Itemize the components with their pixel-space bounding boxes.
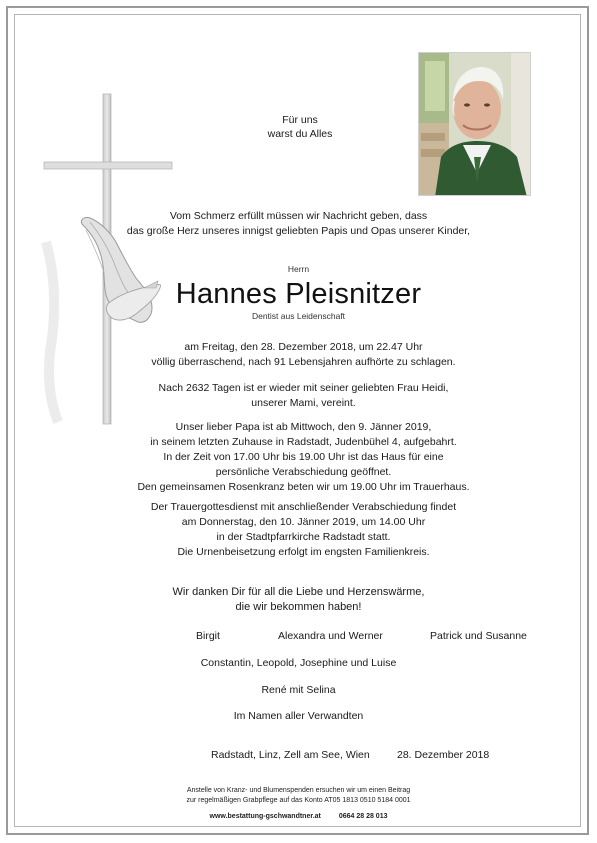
places: Radstadt, Linz, Zell am See, Wien (211, 749, 370, 761)
contact-line (0, 813, 597, 820)
honorific: Herrn (287, 264, 310, 274)
motto-line-1: Für uns (282, 114, 318, 126)
phone-number: 0664 28 28 013 (338, 813, 388, 820)
death-line-1: am Freitag, den 28. Dezember 2018, um 22.47 Uhr (184, 341, 423, 353)
viewing-line-2: in seinem letzten Zuhause in Radstadt, Judenbühel 4, aufgebahrt. (150, 436, 457, 448)
portrait-photo (418, 52, 531, 196)
death-line-2: völlig überraschend, nach 91 Lebensjahren aufhörte zu schlagen. (151, 356, 456, 368)
intro-text (0, 209, 597, 239)
donation-note (0, 786, 597, 806)
mourner-rene-selina: René mit Selina (261, 684, 336, 696)
mourner-birgit: Birgit (196, 630, 220, 642)
mourner-patrick-susanne: Patrick und Susanne (430, 630, 527, 642)
service-line-2: am Donnerstag, den 10. Jänner 2019, um 14.00 Uhr (181, 516, 426, 528)
reunion-paragraph (80, 381, 527, 411)
intro-line-2: das große Herz unseres innigst geliebten Papis und Opas unserer Kinder, (126, 225, 471, 237)
service-line-3: in der Stadtpfarrkirche Radstadt statt. (216, 531, 391, 543)
viewing-line-5: Den gemeinsamen Rosenkranz beten wir um 19.00 Uhr im Trauerhaus. (137, 481, 470, 493)
deceased-name: Hannes Pleisnitzer (175, 278, 422, 310)
mourner-alexandra-werner: Alexandra und Werner (278, 630, 383, 642)
donation-line-2: zur regelmäßigen Grabpflege auf das Konto AT05 1813 0510 5184 0001 (186, 797, 411, 804)
notice-date: 28. Dezember 2018 (397, 749, 490, 761)
viewing-line-3: In der Zeit von 17.00 Uhr bis 19.00 Uhr ist das Haus für eine (163, 451, 444, 463)
intro-line-1: Vom Schmerz erfüllt müssen wir Nachricht geben, dass (169, 210, 428, 222)
thanks-text (0, 585, 597, 615)
viewing-paragraph (80, 420, 527, 495)
mourner-grandchildren: Constantin, Leopold, Josephine und Luise (200, 657, 397, 669)
website-link[interactable]: www.bestattung-gschwandtner.at (209, 813, 321, 820)
thanks-line-1: Wir danken Dir für all die Liebe und Herzenswärme, (172, 586, 425, 598)
mourner-relatives: Im Namen aller Verwandten (233, 710, 364, 722)
viewing-line-1: Unser lieber Papa ist ab Mittwoch, den 9. Jänner 2019, (175, 421, 432, 433)
death-paragraph (80, 340, 527, 370)
occupation: Dentist aus Leidenschaft (251, 311, 346, 321)
donation-line-1: Anstelle von Kranz- und Blumenspenden ersuchen wir um einen Beitrag (186, 787, 411, 794)
service-line-4: Die Urnenbeisetzung erfolgt im engsten Familienkreis. (177, 546, 430, 558)
service-line-1: Der Trauergottesdienst mit anschließender Verabschiedung findet (150, 501, 457, 513)
reunion-line-1: Nach 2632 Tagen ist er wieder mit seiner geliebten Frau Heidi, (158, 382, 449, 394)
motto-line-2: warst du Alles (267, 128, 333, 140)
thanks-line-2: die wir bekommen haben! (235, 601, 362, 613)
viewing-line-4: persönliche Verabschiedung geöffnet. (215, 466, 392, 478)
service-paragraph (80, 500, 527, 560)
reunion-line-2: unserer Mami, vereint. (251, 397, 356, 409)
cross-praying-hands-icon (40, 92, 180, 427)
motto (255, 113, 345, 141)
